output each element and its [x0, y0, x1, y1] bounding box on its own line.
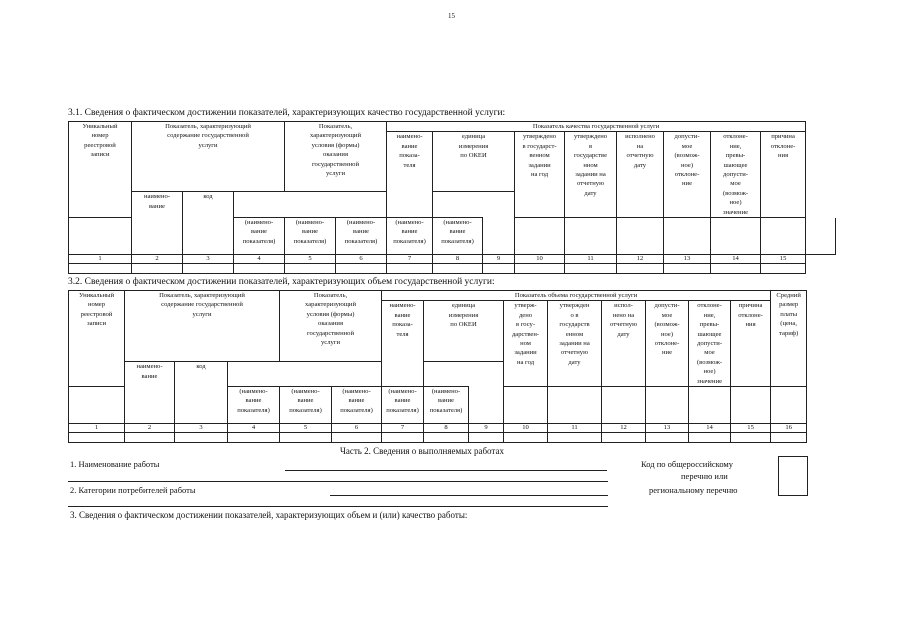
data-cell[interactable]: [382, 433, 424, 443]
header-approved-year: утверж- дено в госу- дарствен- ном задании на год: [504, 301, 548, 387]
header-unit-code: код: [175, 362, 228, 424]
header-allowed-deviation: допусти- мое (возмож- ное) отклоне- ние: [646, 301, 689, 387]
data-cell[interactable]: [280, 433, 332, 443]
code-label-line-2: перечню или: [681, 471, 728, 481]
column-number: 3: [175, 424, 228, 433]
data-cell[interactable]: [69, 433, 125, 443]
data-cell[interactable]: [125, 433, 175, 443]
data-cell[interactable]: [433, 264, 483, 274]
header-average-price: Средний размер платы (цена, тариф): [771, 291, 807, 387]
subheader-indicator-name: (наимено- вание показателя): [424, 387, 469, 424]
part-2-title: Часть 2. Сведения о выполняемых работах: [340, 446, 504, 456]
subheader-indicator-name: (наимено- вание показателя): [336, 218, 387, 255]
consumers-label: 2. Категории потребителей работы: [70, 485, 196, 495]
header-allowed-deviation: допусти- мое (возмож- ное) отклоне- ние: [664, 132, 711, 218]
subheader-indicator-name: (наимено- вание показателя): [433, 218, 483, 255]
data-cell[interactable]: [285, 264, 336, 274]
header-volume-group: Показатель объема государственной услуги: [382, 291, 771, 301]
header-unit-code: код: [183, 192, 234, 255]
column-number: 12: [602, 424, 646, 433]
work-name-label: 1. Наименование работы: [70, 459, 160, 469]
quality-indicators-table: [68, 121, 836, 274]
data-cell[interactable]: [664, 264, 711, 274]
column-number: 10: [504, 424, 548, 433]
header-done: исполнено на отчетную дату: [617, 132, 664, 218]
column-number: 4: [234, 255, 285, 264]
header-done: испол- нено на отчетную дату: [602, 301, 646, 387]
data-cell[interactable]: [761, 264, 806, 274]
data-cell[interactable]: [617, 264, 664, 274]
column-number: 6: [332, 424, 382, 433]
header-exceeding-deviation: отклоне- ние, превы- шающее допусти- мое (возмож- ное) значение: [689, 301, 731, 387]
header-conditions-indicator: Показатель, характеризующий условия (формы) оказания государственной услуги: [280, 291, 382, 362]
column-number: 10: [515, 255, 565, 264]
subheader-indicator-name: (наимено- вание показателя): [280, 387, 332, 424]
subheader-indicator-name: (наимено- вание показателя): [387, 218, 433, 255]
data-cell[interactable]: [175, 433, 228, 443]
column-number: 15: [761, 255, 806, 264]
data-cell[interactable]: [228, 433, 280, 443]
consumers-field-line-2[interactable]: [68, 506, 608, 507]
column-number: 13: [646, 424, 689, 433]
data-cell[interactable]: [515, 264, 565, 274]
subheader-indicator-name: (наимено- вание показателя): [285, 218, 336, 255]
column-number: 6: [336, 255, 387, 264]
column-number: 2: [125, 424, 175, 433]
header-deviation-reason: причина отклоне- ния: [761, 132, 806, 218]
header-exceeding-deviation: отклоне- ние, превы- шающее допусти- мое (возмож- ное) значение: [711, 132, 761, 218]
column-number: 3: [183, 255, 234, 264]
header-unit: единица измерения по ОКЕИ: [424, 301, 504, 362]
column-number: 12: [617, 255, 664, 264]
subheader-indicator-name: (наимено- вание показателя): [234, 218, 285, 255]
header-unique-number: Уникальный номер реестровой записи: [69, 291, 125, 387]
column-number: 7: [382, 424, 424, 433]
header-deviation-reason: причина отклоне- ния: [731, 301, 771, 387]
subheader-indicator-name: (наимено- вание показателя): [382, 387, 424, 424]
column-number: 4: [228, 424, 280, 433]
registry-code-box[interactable]: [778, 456, 808, 496]
header-indicator-name: наимено- вание показа- теля: [387, 132, 433, 218]
column-number: 1: [69, 255, 132, 264]
data-cell[interactable]: [602, 433, 646, 443]
header-content-indicator: Показатель, характеризующий содержание государственной услуги: [132, 122, 285, 192]
column-number: 9: [469, 424, 504, 433]
header-indicator-name: наимено- вание показа- теля: [382, 301, 424, 387]
section-3-1-title: 3.1. Сведения о фактическом достижении показателей, характеризующих качество государственной услуги:: [68, 108, 506, 118]
column-number: 7: [387, 255, 433, 264]
column-number: 2: [132, 255, 183, 264]
work-name-field[interactable]: [285, 470, 607, 471]
header-quality-group: Показатель качества государственной услуги: [387, 122, 806, 132]
page-number: 15: [448, 12, 455, 20]
column-number: 13: [664, 255, 711, 264]
work-name-field-line-2[interactable]: [68, 481, 608, 482]
data-cell[interactable]: [234, 264, 285, 274]
data-cell[interactable]: [504, 433, 548, 443]
header-approved-year: утверждено в государст- венном задании на год: [515, 132, 565, 218]
data-cell[interactable]: [483, 264, 515, 274]
data-cell[interactable]: [771, 433, 807, 443]
section-3-2-title: 3.2. Сведения о фактическом достижении показателей, характеризующих объем государственной услуги:: [68, 277, 495, 287]
code-label-line-3: региональному перечню: [649, 485, 738, 495]
data-cell[interactable]: [424, 433, 469, 443]
section-3-title: 3. Сведения о фактическом достижении показателей, характеризующих объем и (или) качество работы:: [70, 510, 468, 520]
column-number: 9: [483, 255, 515, 264]
column-number: 8: [433, 255, 483, 264]
volume-indicators-table: [68, 290, 807, 443]
data-cell[interactable]: [689, 433, 731, 443]
column-number: 5: [280, 424, 332, 433]
data-cell[interactable]: [387, 264, 433, 274]
column-number: 8: [424, 424, 469, 433]
column-number: 14: [689, 424, 731, 433]
data-cell[interactable]: [731, 433, 771, 443]
header-approved-date: утвержден о в государств енном задании на отчетную дату: [548, 301, 602, 387]
column-number: 15: [731, 424, 771, 433]
data-cell[interactable]: [69, 264, 132, 274]
consumers-field[interactable]: [330, 495, 608, 496]
header-conditions-indicator: Показатель, характеризующий условия (формы) оказания государственной услуги: [285, 122, 387, 192]
data-cell[interactable]: [469, 433, 504, 443]
data-cell[interactable]: [711, 264, 761, 274]
column-number: 14: [711, 255, 761, 264]
header-unique-number: Уникальный номер реестровой записи: [69, 122, 132, 218]
column-number: 1: [69, 424, 125, 433]
column-number: 5: [285, 255, 336, 264]
column-number: 16: [771, 424, 807, 433]
column-number: 11: [565, 255, 617, 264]
column-number: 11: [548, 424, 602, 433]
header-content-indicator: Показатель, характеризующий содержание государственной услуги: [125, 291, 280, 362]
subheader-indicator-name: (наимено- вание показателя): [228, 387, 280, 424]
data-cell[interactable]: [646, 433, 689, 443]
header-unit-name: наимено- вание: [125, 362, 175, 424]
header-unit: единица измерения по ОКЕИ: [433, 132, 515, 192]
header-approved-date: утверждено в государстве нном задании на отчетную дату: [565, 132, 617, 218]
data-cell[interactable]: [336, 264, 387, 274]
data-cell[interactable]: [565, 264, 617, 274]
subheader-indicator-name: (наимено- вание показателя): [332, 387, 382, 424]
data-cell[interactable]: [548, 433, 602, 443]
data-cell[interactable]: [132, 264, 183, 274]
data-cell[interactable]: [332, 433, 382, 443]
code-label-line-1: Код по общероссийскому: [641, 459, 734, 469]
header-unit-name: наимено- вание: [132, 192, 183, 255]
data-cell[interactable]: [183, 264, 234, 274]
